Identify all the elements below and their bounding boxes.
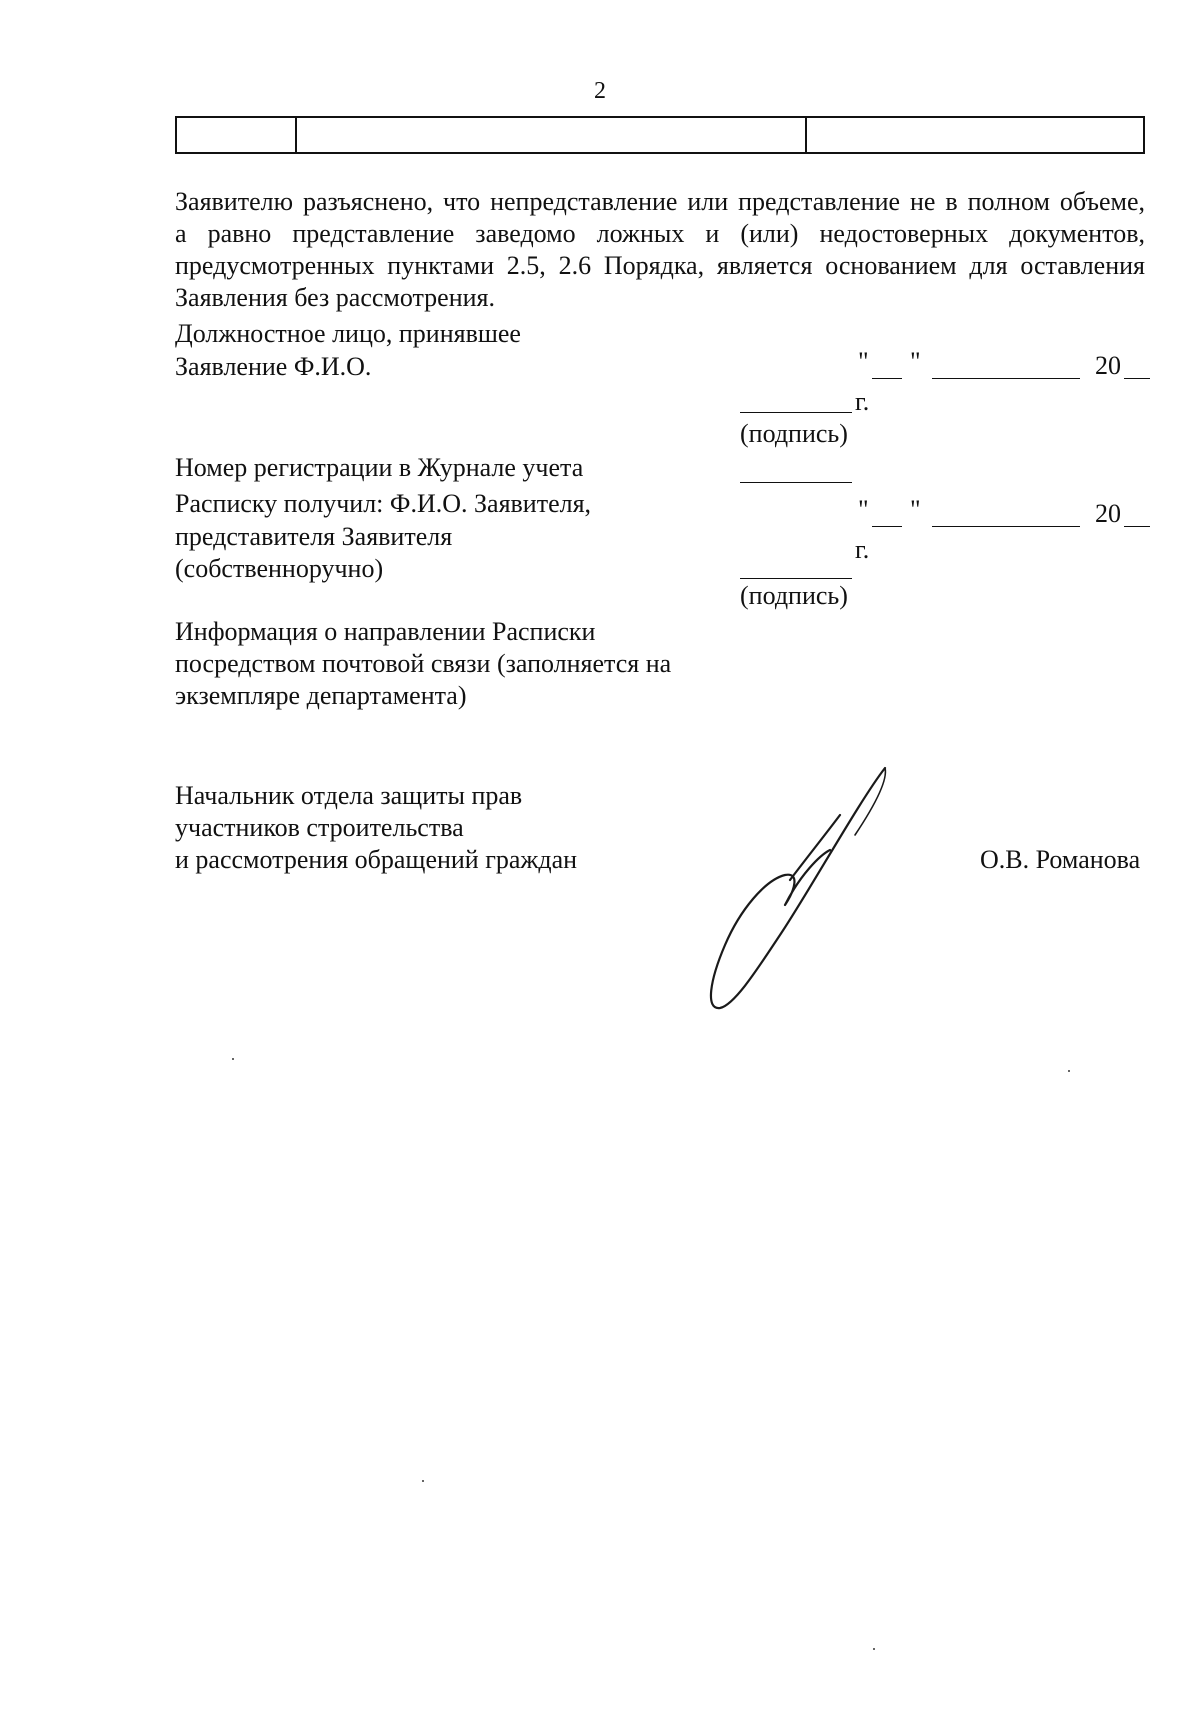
table-cell — [807, 118, 1143, 152]
date-quote-close: " — [910, 495, 921, 524]
handwritten-signature — [690, 760, 910, 1020]
signature-caption: (подпись) — [740, 581, 848, 610]
day-blank-line — [872, 526, 902, 527]
scan-speck — [1068, 1070, 1070, 1072]
year-suffix: г. — [855, 535, 870, 564]
signature-caption: (подпись) — [740, 419, 848, 448]
scan-speck — [232, 1058, 234, 1060]
receipt-label-line1: Расписку получил: Ф.И.О. Заявителя, — [175, 489, 592, 518]
year-suffix: г. — [855, 387, 870, 416]
date-quote-open: " — [858, 495, 869, 524]
table-cell — [297, 118, 807, 152]
date-quote-open: " — [858, 347, 869, 376]
signatory-title-line2: участников строительства — [175, 813, 464, 842]
table-fragment — [175, 116, 1145, 154]
mail-info-line1: Информация о направлении Расписки — [175, 617, 596, 646]
day-blank-line — [872, 378, 902, 379]
notice-line: Заявителю разъяснено, что непредставление или представление не в полном объеме, — [175, 187, 1145, 216]
signatory-title-line1: Начальник отдела защиты прав — [175, 781, 523, 810]
scan-speck — [873, 1648, 875, 1650]
mail-info-line3: экземпляре департамента) — [175, 681, 467, 710]
scan-speck — [422, 1480, 424, 1482]
notice-paragraph — [175, 186, 1145, 314]
year-blank-line — [1124, 526, 1150, 527]
signatory-title-line3: и рассмотрения обращений граждан — [175, 845, 578, 874]
registration-blank-line — [740, 482, 852, 483]
official-label-line1: Должностное лицо, принявшее — [175, 319, 521, 348]
receipt-label-line3: (собственноручно) — [175, 554, 384, 583]
table-cell — [177, 118, 297, 152]
signature-blank-line — [740, 412, 852, 413]
month-blank-line — [932, 526, 1080, 527]
notice-line: а равно представление заведомо ложных и (или) недостоверных документов, — [175, 219, 1145, 248]
year-blank-line — [1124, 378, 1150, 379]
date-quote-close: " — [910, 347, 921, 376]
year-prefix: 20 — [1095, 499, 1121, 528]
signatory-name: О.В. Романова — [980, 845, 1141, 874]
notice-line: предусмотренных пунктами 2.5, 2.6 Порядка, является основанием для оставления — [175, 251, 1145, 280]
official-label-line2: Заявление Ф.И.О. — [175, 352, 372, 381]
signature-blank-line — [740, 578, 852, 579]
notice-line: Заявления без рассмотрения. — [175, 283, 496, 312]
page-number: 2 — [594, 78, 606, 104]
registration-label: Номер регистрации в Журнале учета — [175, 453, 584, 482]
year-prefix: 20 — [1095, 351, 1121, 380]
month-blank-line — [932, 378, 1080, 379]
receipt-label-line2: представителя Заявителя — [175, 522, 453, 551]
mail-info-line2: посредством почтовой связи (заполняется на — [175, 649, 672, 678]
